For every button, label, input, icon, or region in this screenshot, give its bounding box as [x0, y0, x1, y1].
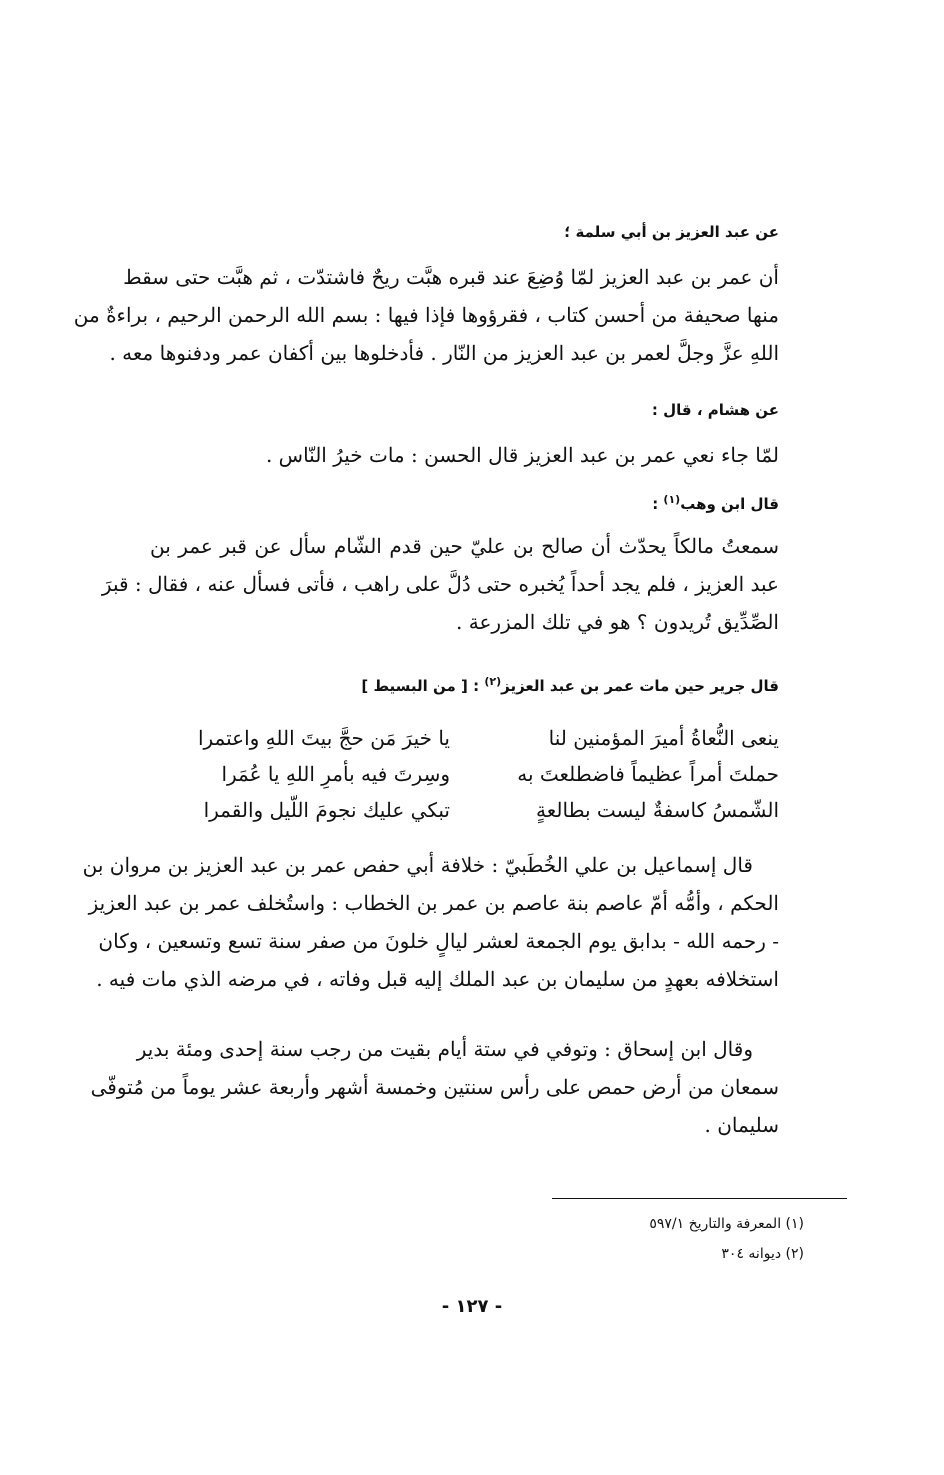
text-line: منها صحيفة من أحسن كتاب ، فقرؤوها فإذا فيها : بسم الله الرحمن الرحيم ، براءةٌ من [73, 303, 779, 327]
meter-label: : [ من البسيط ] [361, 677, 485, 695]
paragraph [82, 846, 779, 998]
narration-heading [150, 490, 779, 514]
paragraph [90, 1030, 779, 1144]
poem-verse [150, 720, 779, 756]
text-line: عبد العزيز ، فلم يجد أحداً يُخبره حتى دُلَّ على راهب ، فأتى فسأل عنه ، فقال : قبرَ [101, 572, 779, 596]
narration-text [150, 436, 779, 474]
poem [150, 720, 779, 828]
verse-first-hemistich: حملتَ أمراً عظيماً فاضطلعتَ به [517, 762, 779, 786]
verse-first-hemistich: ينعى النُّعاةُ أميرَ المؤمنين لنا [548, 726, 779, 750]
footnote-ref: (١) [663, 493, 681, 506]
footnote: (٢) ديوانه ٣٠٤ [721, 1246, 804, 1262]
text-line: استخلافه بعهدٍ من سليمان بن عبد الملك إليه قبل وفاته ، في مرضه الذي مات فيه . [96, 967, 779, 991]
poem-verse [150, 792, 779, 828]
poem-verse [150, 756, 779, 792]
text-line: اللهِ عزَّ وجلَّ لعمر بن عبد العزيز من النّار . فأدخلوها بين أكفان عمر ودفنوها معه . [109, 341, 779, 365]
text-line: الحكم ، وأمُّه أمّ عاصم بنة عاصم بن عمر بن الخطاب : واستُخلف عمر بن عبد العزيز [88, 891, 779, 915]
verse-second-hemistich: يا خيرَ مَن حجَّ بيتَ اللهِ واعتمرا [197, 726, 450, 750]
narration-text [101, 527, 779, 641]
narration-heading: عن عبد العزيز بن أبي سلمة ؛ [564, 223, 779, 241]
poem-heading [150, 672, 779, 696]
narration-heading: عن هشام ، قال : [651, 401, 779, 419]
text-line: سمعتُ مالكاً يحدّث أن صالح بن عليّ حين قدم الشّام سأل عن قبر عمر بن [150, 534, 779, 558]
text-line: أن عمر بن عبد العزيز لمّا وُضِعَ عند قبره هبَّت ريحٌ فاشتدّت ، ثم هبَّت حتى سقط [123, 265, 779, 289]
heading-text: قال ابن وهب [680, 495, 779, 513]
text-line: سمعان من أرض حمص على رأس سنتين وخمسة أشهر وأربعة عشر يوماً من مُتوفّى [90, 1075, 779, 1099]
text-line: - رحمه الله - بدابق يوم الجمعة لعشر ليالٍ خلونَ من صفر سنة تسع وتسعين ، وكان [98, 929, 779, 953]
verse-second-hemistich: تبكي عليك نجومَ اللّيل والقمرا [203, 798, 450, 822]
footnote-ref: (٢) [484, 675, 502, 688]
heading-text: قال جرير حين مات عمر بن عبد العزيز [501, 677, 779, 695]
page-number: - ١٢٧ - [441, 1296, 503, 1317]
text-line: وقال ابن إسحاق : وتوفي في ستة أيام بقيت من رجب سنة إحدى ومئة بدير [136, 1037, 753, 1061]
verse-first-hemistich: الشّمسُ كاسفةٌ ليست بطالعةٍ [536, 798, 779, 822]
verse-second-hemistich: وسِرتَ فيه بأمرِ اللهِ يا عُمَرا [221, 762, 450, 786]
text-line: سليمان . [704, 1113, 779, 1137]
heading-tail: : [652, 495, 664, 513]
text-line: الصِّدِّيق تُريدون ؟ هو في تلك المزرعة . [456, 610, 779, 634]
footnote-divider [552, 1198, 847, 1199]
text-line: لمّا جاء نعي عمر بن عبد العزيز قال الحسن : مات خيرُ النّاس . [265, 443, 779, 467]
text-line: قال إسماعيل بن علي الخُطَبيّ : خلافة أبي حفص عمر بن عبد العزيز بن مروان بن [82, 853, 753, 877]
narration-text [73, 258, 779, 372]
footnote: (١) المعرفة والتاريخ ٥٩٧/١ [649, 1216, 804, 1232]
